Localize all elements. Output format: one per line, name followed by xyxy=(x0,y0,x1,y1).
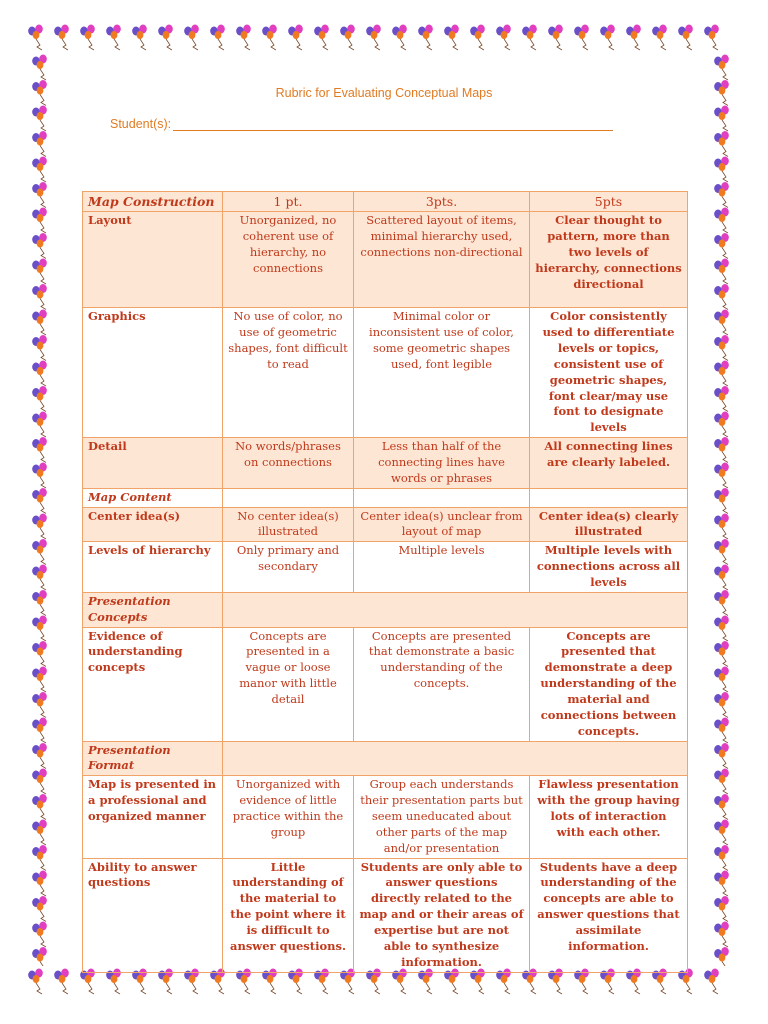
balloon-cluster-icon xyxy=(704,969,719,995)
balloon-cluster-icon xyxy=(32,182,47,208)
balloon-cluster-icon xyxy=(54,25,69,51)
balloon-cluster-icon xyxy=(470,25,485,51)
balloon-cluster-icon xyxy=(366,25,381,51)
balloon-cluster-icon xyxy=(314,25,329,51)
section-presentation-format xyxy=(83,741,688,776)
cell-1pt: No use of color, no use of geometric shapes, font difficult to read xyxy=(223,308,354,438)
balloon-cluster-icon xyxy=(714,718,729,744)
balloon-cluster-icon xyxy=(32,106,47,132)
section-label: Presentation Format xyxy=(83,741,223,776)
cell-3pts: Minimal color or inconsistent use of color, some geometric shapes used, font legible xyxy=(354,308,530,438)
balloon-cluster-icon xyxy=(32,590,47,616)
balloon-cluster-icon xyxy=(32,718,47,744)
row-detail xyxy=(83,438,688,489)
balloon-cluster-icon xyxy=(714,259,729,285)
balloon-cluster-icon xyxy=(714,412,729,438)
student-blank-line xyxy=(173,118,613,131)
balloon-cluster-icon xyxy=(54,969,69,995)
balloon-cluster-icon xyxy=(548,25,563,51)
balloon-cluster-icon xyxy=(32,310,47,336)
balloon-cluster-icon xyxy=(714,565,729,591)
balloon-cluster-icon xyxy=(714,361,729,387)
row-label: Evidence of understanding concepts xyxy=(83,627,223,741)
section-label: Map Content xyxy=(83,488,223,507)
balloon-cluster-icon xyxy=(32,335,47,361)
balloon-cluster-icon xyxy=(32,871,47,897)
row-center-ideas xyxy=(83,507,688,542)
balloon-cluster-icon xyxy=(32,208,47,234)
balloon-cluster-icon xyxy=(418,25,433,51)
row-label: Levels of hierarchy xyxy=(83,542,223,593)
header-5pts: 5pts xyxy=(530,192,688,212)
balloon-cluster-icon xyxy=(210,25,225,51)
balloon-cluster-icon xyxy=(714,386,729,412)
balloon-cluster-icon xyxy=(392,25,407,51)
balloon-border-top-icon xyxy=(28,24,740,54)
row-label: Map is presented in a professional and organized manner xyxy=(83,776,223,858)
student-field xyxy=(110,117,613,131)
balloon-cluster-icon xyxy=(32,233,47,259)
balloon-cluster-icon xyxy=(32,488,47,514)
balloon-cluster-icon xyxy=(32,55,47,81)
balloon-cluster-icon xyxy=(32,845,47,871)
balloon-cluster-icon xyxy=(714,769,729,795)
cell-1pt: Only primary and secondary xyxy=(223,542,354,593)
student-label: Student(s): xyxy=(110,117,172,131)
balloon-cluster-icon xyxy=(714,55,729,81)
balloon-cluster-icon xyxy=(714,616,729,642)
balloon-cluster-icon xyxy=(652,25,667,51)
row-layout xyxy=(83,212,688,308)
section-presentation-concepts xyxy=(83,592,688,627)
balloon-cluster-icon xyxy=(32,922,47,948)
balloon-cluster-icon xyxy=(132,25,147,51)
balloon-cluster-icon xyxy=(32,794,47,820)
balloon-cluster-icon xyxy=(32,539,47,565)
balloon-cluster-icon xyxy=(32,692,47,718)
row-label: Ability to answer questions xyxy=(83,858,223,972)
empty-cell xyxy=(223,488,354,507)
balloon-cluster-icon xyxy=(574,25,589,51)
row-evidence-of-understanding xyxy=(83,627,688,741)
section-map-content xyxy=(83,488,688,507)
header-map-construction: Map Construction xyxy=(83,192,223,212)
cell-1pt: No words/phrases on connections xyxy=(223,438,354,489)
cell-3pts: Group each understands their presentation parts but seem uneducated about other parts of the map and/or presentation xyxy=(354,776,530,858)
balloon-cluster-icon xyxy=(80,25,95,51)
balloon-cluster-icon xyxy=(714,845,729,871)
cell-1pt: Unorganized with evidence of little practice within the group xyxy=(223,776,354,858)
balloon-cluster-icon xyxy=(32,386,47,412)
balloon-cluster-icon xyxy=(32,565,47,591)
balloon-cluster-icon xyxy=(32,769,47,795)
cell-1pt: Concepts are presented in a vague or loose manor with little detail xyxy=(223,627,354,741)
balloon-cluster-icon xyxy=(714,182,729,208)
balloon-cluster-icon xyxy=(522,25,537,51)
balloon-cluster-icon xyxy=(714,590,729,616)
balloon-cluster-icon xyxy=(600,25,615,51)
balloon-cluster-icon xyxy=(32,463,47,489)
balloon-cluster-icon xyxy=(714,106,729,132)
balloon-cluster-icon xyxy=(32,743,47,769)
balloon-cluster-icon xyxy=(714,539,729,565)
border-top xyxy=(28,24,740,54)
cell-3pts: Scattered layout of items, minimal hierarchy used, connections non-directional xyxy=(354,212,530,308)
balloon-cluster-icon xyxy=(626,25,641,51)
header-row xyxy=(83,192,688,212)
empty-cell xyxy=(223,741,688,776)
cell-1pt: No center idea(s) illustrated xyxy=(223,507,354,542)
balloon-cluster-icon xyxy=(496,25,511,51)
balloon-cluster-icon xyxy=(32,820,47,846)
balloon-cluster-icon xyxy=(714,463,729,489)
balloon-border-left-icon xyxy=(28,54,58,966)
balloon-cluster-icon xyxy=(714,310,729,336)
empty-cell xyxy=(530,488,688,507)
cell-3pts: Center idea(s) unclear from layout of map xyxy=(354,507,530,542)
balloon-cluster-icon xyxy=(714,794,729,820)
balloon-cluster-icon xyxy=(28,969,43,995)
balloon-cluster-icon xyxy=(158,25,173,51)
balloon-cluster-icon xyxy=(32,616,47,642)
row-label: Center idea(s) xyxy=(83,507,223,542)
cell-3pts: Concepts are presented that demonstrate a basic understanding of the concepts. xyxy=(354,627,530,741)
cell-5pts: Center idea(s) clearly illustrated xyxy=(530,507,688,542)
row-label: Layout xyxy=(83,212,223,308)
balloon-cluster-icon xyxy=(444,25,459,51)
balloon-cluster-icon xyxy=(714,947,729,966)
balloon-cluster-icon xyxy=(32,641,47,667)
header-3pts: 3pts. xyxy=(354,192,530,212)
row-graphics xyxy=(83,308,688,438)
cell-5pts: Concepts are presented that demonstrate a deep understanding of the material and connections between concepts. xyxy=(530,627,688,741)
border-right xyxy=(708,54,740,966)
cell-5pts: Clear thought to pattern, more than two levels of hierarchy, connections directional xyxy=(530,212,688,308)
balloon-cluster-icon xyxy=(714,743,729,769)
cell-3pts: Less than half of the connecting lines have words or phrases xyxy=(354,438,530,489)
cell-5pts: Flawless presentation with the group having lots of interaction with each other. xyxy=(530,776,688,858)
balloon-cluster-icon xyxy=(32,896,47,922)
balloon-cluster-icon xyxy=(32,947,47,966)
cell-3pts: Students are only able to answer questions directly related to the map and or their areas of expertise but are not able to synthesize information. xyxy=(354,858,530,972)
balloon-cluster-icon xyxy=(714,667,729,693)
cell-3pts: Multiple levels xyxy=(354,542,530,593)
balloon-cluster-icon xyxy=(262,25,277,51)
cell-1pt: Unorganized, no coherent use of hierarchy, no connections xyxy=(223,212,354,308)
balloon-cluster-icon xyxy=(714,157,729,183)
balloon-cluster-icon xyxy=(714,871,729,897)
row-label: Detail xyxy=(83,438,223,489)
balloon-cluster-icon xyxy=(28,25,43,51)
balloon-cluster-icon xyxy=(714,335,729,361)
balloon-cluster-icon xyxy=(714,284,729,310)
section-label: Presentation Concepts xyxy=(83,592,223,627)
rubric-table xyxy=(82,191,688,973)
balloon-cluster-icon xyxy=(32,412,47,438)
border-left xyxy=(28,54,58,966)
balloon-cluster-icon xyxy=(678,25,693,51)
balloon-cluster-icon xyxy=(714,208,729,234)
balloon-cluster-icon xyxy=(340,25,355,51)
balloon-cluster-icon xyxy=(714,514,729,540)
balloon-cluster-icon xyxy=(32,514,47,540)
empty-cell xyxy=(354,488,530,507)
balloon-cluster-icon xyxy=(714,922,729,948)
balloon-cluster-icon xyxy=(714,820,729,846)
balloon-cluster-icon xyxy=(32,361,47,387)
balloon-cluster-icon xyxy=(32,667,47,693)
balloon-cluster-icon xyxy=(714,488,729,514)
row-label: Graphics xyxy=(83,308,223,438)
balloon-border-right-icon xyxy=(708,54,740,966)
cell-1pt: Little understanding of the material to the point where it is difficult to answer questions. xyxy=(223,858,354,972)
balloon-cluster-icon xyxy=(106,25,121,51)
row-answer-questions xyxy=(83,858,688,972)
balloon-cluster-icon xyxy=(32,157,47,183)
row-levels-of-hierarchy xyxy=(83,542,688,593)
balloon-cluster-icon xyxy=(288,25,303,51)
balloon-cluster-icon xyxy=(714,692,729,718)
cell-5pts: Multiple levels with connections across all levels xyxy=(530,542,688,593)
balloon-cluster-icon xyxy=(714,233,729,259)
balloon-cluster-icon xyxy=(704,25,719,51)
empty-cell xyxy=(223,592,688,627)
header-1pt: 1 pt. xyxy=(223,192,354,212)
cell-5pts: All connecting lines are clearly labeled. xyxy=(530,438,688,489)
balloon-cluster-icon xyxy=(32,284,47,310)
row-professional-manner xyxy=(83,776,688,858)
balloon-cluster-icon xyxy=(714,131,729,157)
balloon-cluster-icon xyxy=(714,896,729,922)
balloon-cluster-icon xyxy=(714,437,729,463)
balloon-cluster-icon xyxy=(184,25,199,51)
page-title: Rubric for Evaluating Conceptual Maps xyxy=(275,86,493,100)
balloon-cluster-icon xyxy=(32,437,47,463)
balloon-cluster-icon xyxy=(714,641,729,667)
balloon-cluster-icon xyxy=(32,131,47,157)
balloon-cluster-icon xyxy=(32,259,47,285)
cell-5pts: Students have a deep understanding of the concepts are able to answer questions that assimilate information. xyxy=(530,858,688,972)
cell-5pts: Color consistently used to differentiate levels or topics, consistent use of geometric shapes, font clear/may use font to designate levels xyxy=(530,308,688,438)
balloon-cluster-icon xyxy=(236,25,251,51)
